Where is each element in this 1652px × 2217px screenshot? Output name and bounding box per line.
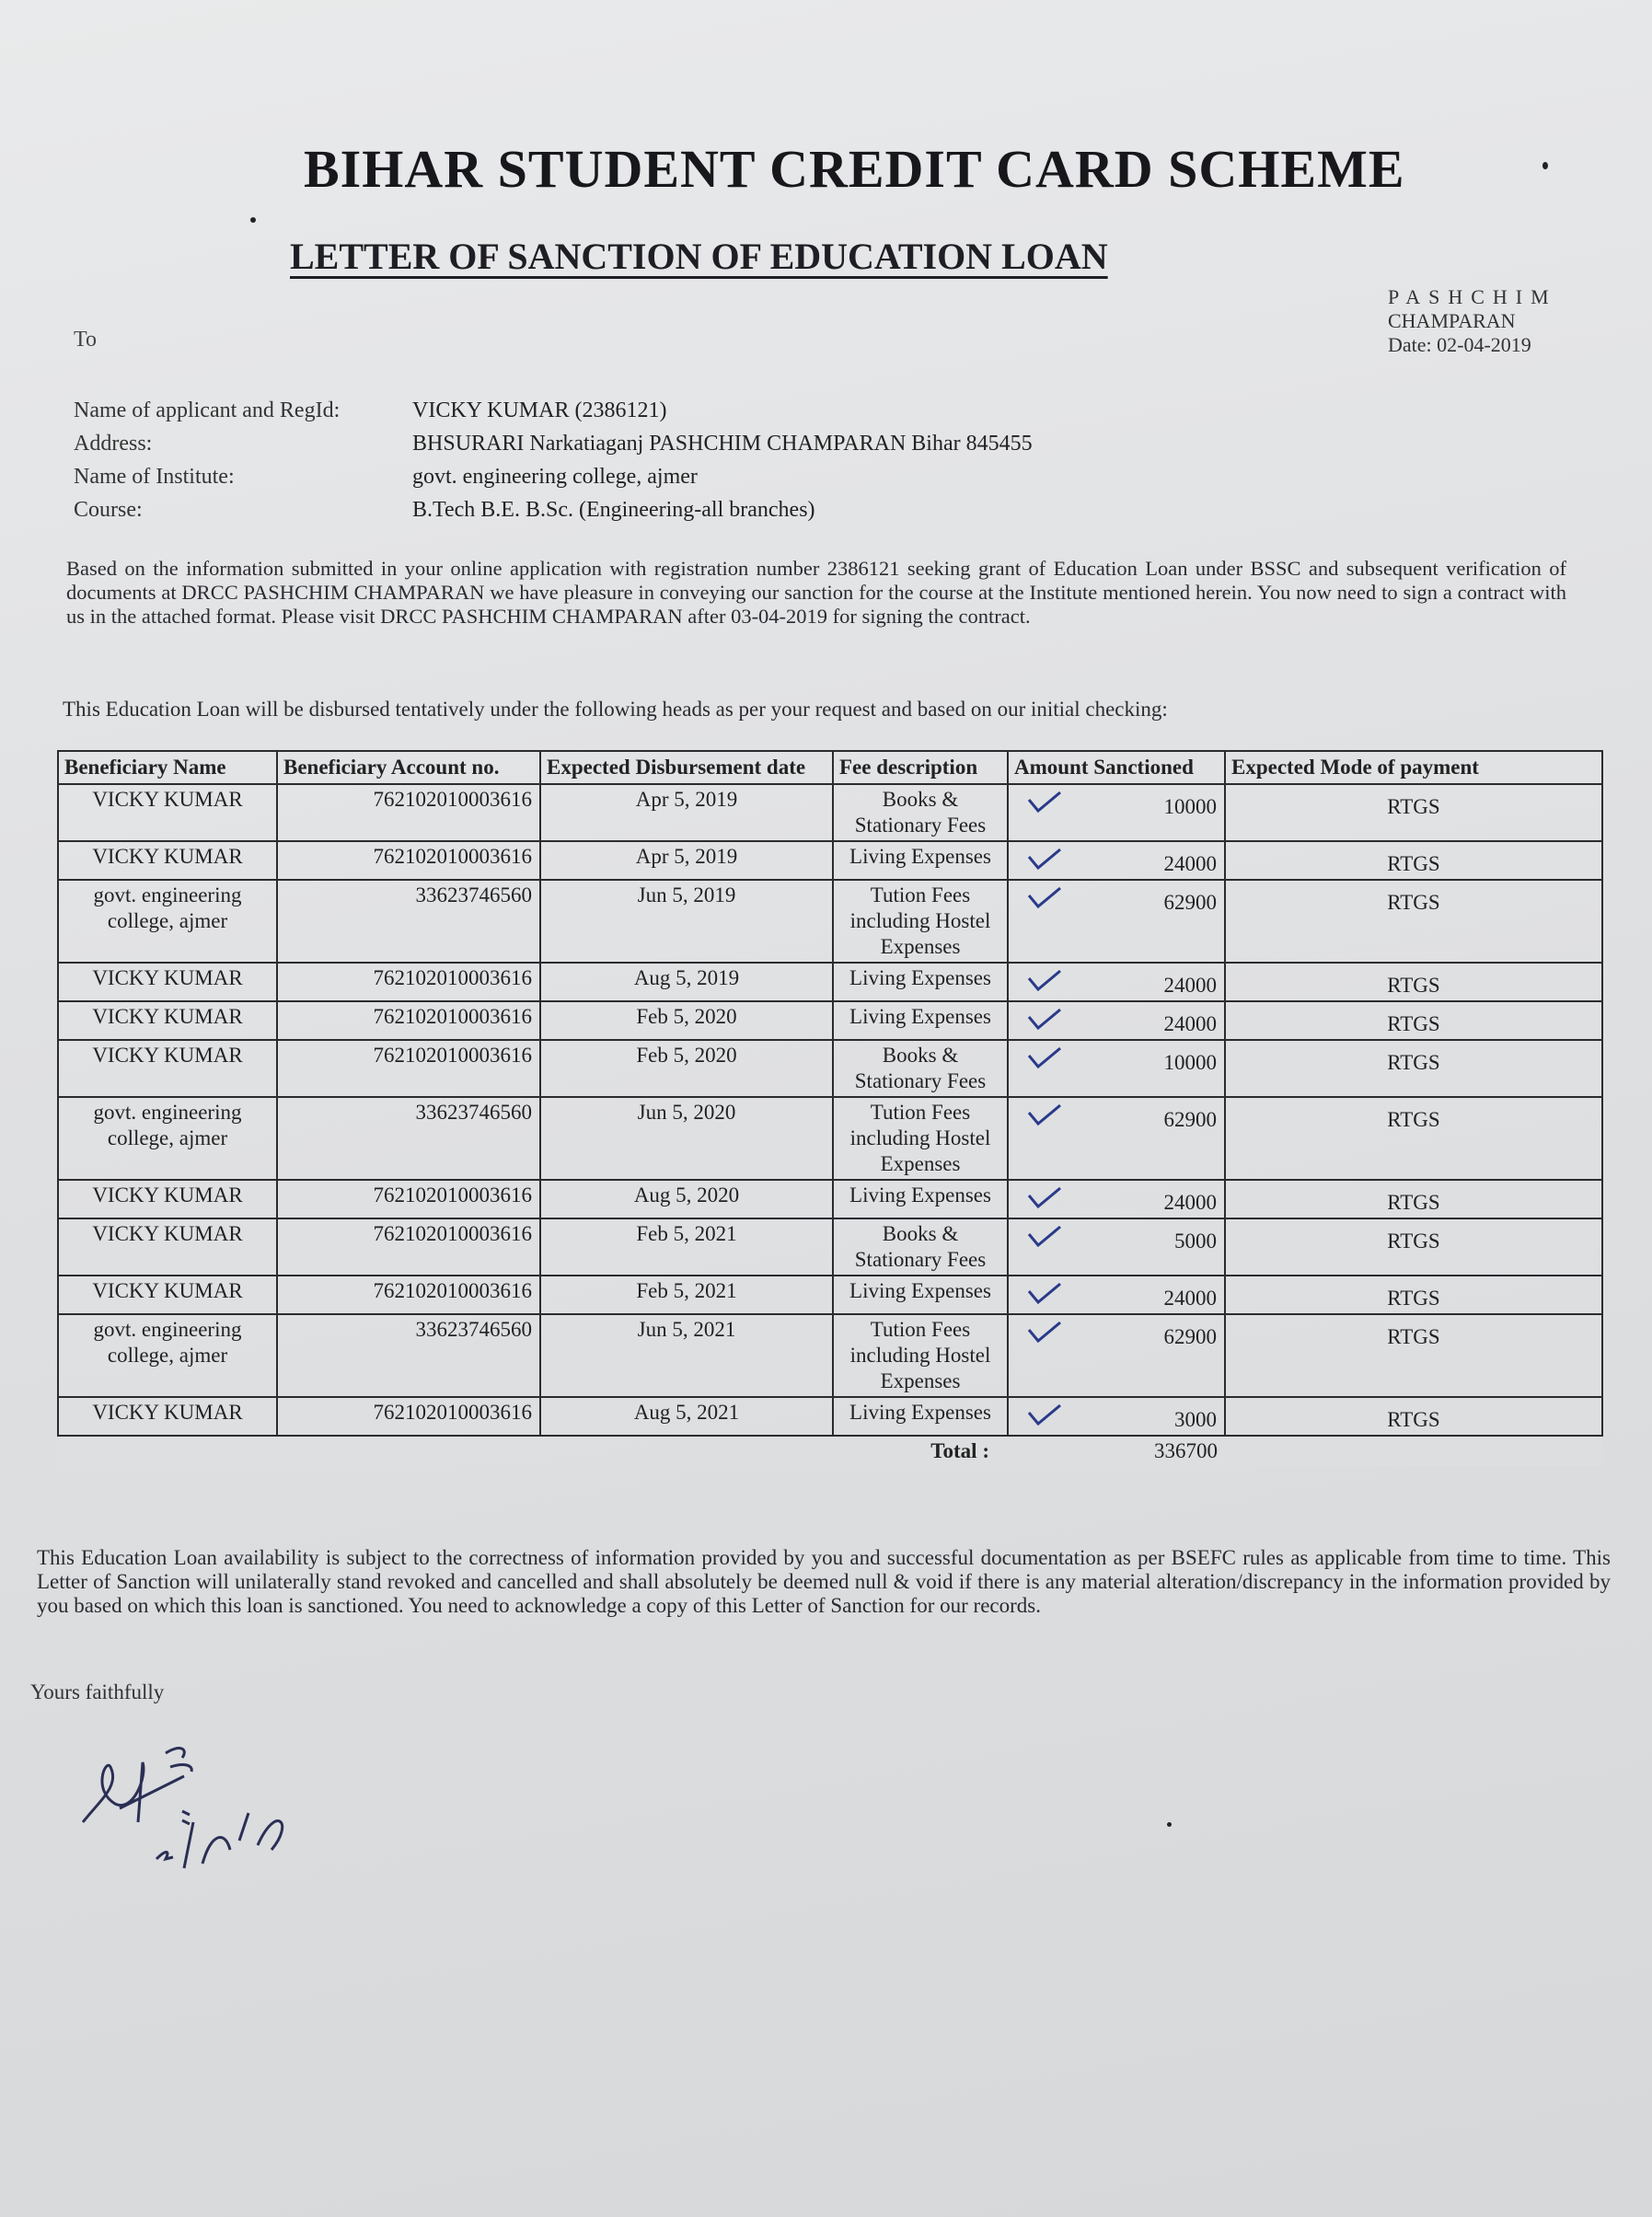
header-mode-of-payment: Expected Mode of payment [1225,751,1602,784]
letter-title: BIHAR STUDENT CREDIT CARD SCHEME [304,139,1405,199]
cell-beneficiary-name: VICKY KUMAR [58,1397,277,1436]
address-row [74,427,1362,460]
cell-beneficiary-name: govt. engineering college, ajmer [58,1097,277,1180]
total-row [58,1436,1602,1466]
address-label: Address: [74,432,153,456]
institute-value: govt. engineering college, ajmer [412,465,698,489]
cell-mode-of-payment [1225,1097,1602,1180]
cell-account-no: 762102010003616 [277,1276,540,1314]
cell-account-no: 762102010003616 [277,1040,540,1097]
cell-account-no: 33623746560 [277,1097,540,1180]
total-blank-cell [1225,1436,1602,1466]
cell-amount-sanctioned [1008,841,1225,880]
cell-mode-of-payment [1225,841,1602,880]
cell-amount-sanctioned [1008,784,1225,841]
cell-disbursement-date: Jun 5, 2021 [540,1314,833,1397]
disbursement-intro: This Education Loan will be disbursed tentatively under the following heads as per your request and based on our initial checking: [63,698,1168,721]
cell-fee-description: Living Expenses [833,1276,1008,1314]
handwritten-signature [64,1712,396,1896]
cell-amount-sanctioned [1008,1314,1225,1397]
cell-mode-of-payment [1225,880,1602,963]
check-mark-icon [1027,1321,1062,1343]
cell-mode-of-payment [1225,1218,1602,1276]
table-header-row [58,751,1602,784]
cell-fee-description: Books & Stationary Fees [833,1040,1008,1097]
amount-value: 62900 [1163,1325,1217,1348]
check-mark-icon [1027,1282,1062,1304]
table-row [58,1218,1602,1276]
cell-amount-sanctioned [1008,1180,1225,1218]
check-mark-icon [1027,1103,1062,1126]
letter-date: Date: 02-04-2019 [1388,333,1531,356]
cell-disbursement-date: Aug 5, 2021 [540,1397,833,1436]
cell-beneficiary-name: VICKY KUMAR [58,841,277,880]
cell-beneficiary-name: VICKY KUMAR [58,1180,277,1218]
cell-amount-sanctioned [1008,1397,1225,1436]
cell-account-no: 762102010003616 [277,841,540,880]
table-row [58,1040,1602,1097]
table-row [58,1397,1602,1436]
cell-fee-description: Living Expenses [833,841,1008,880]
cell-mode-of-payment [1225,1180,1602,1218]
cell-mode-of-payment [1225,1001,1602,1040]
cell-mode-of-payment [1225,1040,1602,1097]
table-row [58,841,1602,880]
paper-speck [250,217,256,223]
amount-value: 5000 [1174,1230,1217,1253]
cell-amount-sanctioned [1008,963,1225,1001]
table-row [58,1097,1602,1180]
mode-value: RTGS [1387,795,1440,818]
header-disbursement-date: Expected Disbursement date [540,751,833,784]
cell-fee-description: Tution Fees including Hostel Expenses [833,1314,1008,1397]
check-mark-icon [1027,791,1062,813]
mode-value: RTGS [1387,852,1440,875]
header-account-no: Beneficiary Account no. [277,751,540,784]
mode-value: RTGS [1387,1325,1440,1348]
cell-disbursement-date: Jun 5, 2020 [540,1097,833,1180]
cell-disbursement-date: Apr 5, 2019 [540,784,833,841]
paper-speck [1542,162,1548,169]
cell-disbursement-date: Aug 5, 2020 [540,1180,833,1218]
mode-value: RTGS [1387,974,1440,997]
cell-mode-of-payment [1225,1314,1602,1397]
letter-subtitle: LETTER OF SANCTION OF EDUCATION LOAN [290,236,1108,277]
course-value: B.Tech B.E. B.Sc. (Engineering-all branches) [412,498,815,522]
cell-amount-sanctioned [1008,880,1225,963]
cell-fee-description: Books & Stationary Fees [833,784,1008,841]
cell-mode-of-payment [1225,1397,1602,1436]
check-mark-icon [1027,1046,1062,1068]
cell-fee-description: Living Expenses [833,1001,1008,1040]
mode-value: RTGS [1387,1051,1440,1074]
cell-beneficiary-name: VICKY KUMAR [58,784,277,841]
applicant-details [74,394,1362,526]
cell-account-no: 762102010003616 [277,1218,540,1276]
cell-account-no: 762102010003616 [277,1001,540,1040]
cell-fee-description: Living Expenses [833,1180,1008,1218]
cell-account-no: 762102010003616 [277,784,540,841]
table-row [58,1276,1602,1314]
cell-fee-description: Tution Fees including Hostel Expenses [833,880,1008,963]
cell-mode-of-payment [1225,784,1602,841]
table-row [58,784,1602,841]
cell-amount-sanctioned [1008,1218,1225,1276]
district-line-1: PASHCHIM [1388,285,1557,308]
cell-disbursement-date: Feb 5, 2020 [540,1040,833,1097]
cell-fee-description: Living Expenses [833,1397,1008,1436]
amount-value: 24000 [1163,1012,1217,1035]
mode-value: RTGS [1387,1191,1440,1214]
table-row [58,880,1602,963]
cell-account-no: 762102010003616 [277,963,540,1001]
header-fee-description: Fee description [833,751,1008,784]
cell-mode-of-payment [1225,1276,1602,1314]
amount-value: 24000 [1163,974,1217,997]
header-amount-sanctioned: Amount Sanctioned [1008,751,1225,784]
disbursement-table [57,750,1603,1466]
amount-value: 62900 [1163,1108,1217,1131]
mode-value: RTGS [1387,1230,1440,1253]
cell-amount-sanctioned [1008,1276,1225,1314]
cell-beneficiary-name: VICKY KUMAR [58,1040,277,1097]
applicant-name-row [74,394,1362,427]
check-mark-icon [1027,1186,1062,1208]
cell-mode-of-payment [1225,963,1602,1001]
cell-beneficiary-name: govt. engineering college, ajmer [58,880,277,963]
total-label: Total : [930,1439,989,1462]
total-value: 336700 [1154,1439,1218,1462]
cell-beneficiary-name: VICKY KUMAR [58,1218,277,1276]
mode-value: RTGS [1387,1108,1440,1131]
cell-amount-sanctioned [1008,1097,1225,1180]
cell-beneficiary-name: govt. engineering college, ajmer [58,1314,277,1397]
cell-fee-description: Living Expenses [833,963,1008,1001]
mode-value: RTGS [1387,1287,1440,1310]
cell-account-no: 33623746560 [277,1314,540,1397]
applicant-name-value: VICKY KUMAR (2386121) [412,398,667,422]
header-beneficiary-name: Beneficiary Name [58,751,277,784]
amount-value: 62900 [1163,891,1217,914]
cell-disbursement-date: Feb 5, 2021 [540,1218,833,1276]
cell-disbursement-date: Jun 5, 2019 [540,880,833,963]
table-row [58,1314,1602,1397]
cell-account-no: 762102010003616 [277,1397,540,1436]
terms-paragraph: This Education Loan availability is subject to the correctness of information provided by you and successful documentation as per BSEFC rules as applicable from time to time. This Letter of Sanction will unilaterally stand revoked and cancelled and shall absolutely be deemed null & void if there is any material alteration/discrepancy in the information provided by you based on which this loan is sanctioned. You need to acknowledge a copy of this Letter of Sanction for our records. [37,1546,1611,1617]
paper-speck [1167,1822,1172,1827]
mode-value: RTGS [1387,1408,1440,1431]
course-label: Course: [74,498,143,522]
course-row [74,493,1362,526]
table-row [58,1180,1602,1218]
mode-value: RTGS [1387,1012,1440,1035]
cell-disbursement-date: Aug 5, 2019 [540,963,833,1001]
amount-value: 24000 [1163,1191,1217,1214]
check-mark-icon [1027,1008,1062,1030]
district-date-block [1388,285,1636,357]
address-value: BHSURARI Narkatiaganj PASHCHIM CHAMPARAN Bihar 845455 [412,432,1033,456]
check-mark-icon [1027,1403,1062,1426]
cell-account-no: 33623746560 [277,880,540,963]
cell-disbursement-date: Feb 5, 2020 [540,1001,833,1040]
cell-amount-sanctioned [1008,1040,1225,1097]
table-row [58,1001,1602,1040]
applicant-name-label: Name of applicant and RegId: [74,398,341,422]
institute-row [74,460,1362,493]
cell-disbursement-date: Apr 5, 2019 [540,841,833,880]
amount-value: 10000 [1163,1051,1217,1074]
amount-value: 10000 [1163,795,1217,818]
table-row [58,963,1602,1001]
cell-account-no: 762102010003616 [277,1180,540,1218]
mode-value: RTGS [1387,891,1440,914]
cell-beneficiary-name: VICKY KUMAR [58,1001,277,1040]
check-mark-icon [1027,1225,1062,1247]
amount-value: 3000 [1174,1408,1217,1431]
cell-disbursement-date: Feb 5, 2021 [540,1276,833,1314]
cell-amount-sanctioned [1008,1001,1225,1040]
cell-beneficiary-name: VICKY KUMAR [58,963,277,1001]
amount-value: 24000 [1163,1287,1217,1310]
check-mark-icon [1027,886,1062,908]
check-mark-icon [1027,969,1062,991]
cell-beneficiary-name: VICKY KUMAR [58,1276,277,1314]
cell-fee-description: Books & Stationary Fees [833,1218,1008,1276]
cell-fee-description: Tution Fees including Hostel Expenses [833,1097,1008,1180]
district-line-2: CHAMPARAN [1388,309,1516,332]
institute-label: Name of Institute: [74,465,235,489]
closing-text: Yours faithfully [30,1680,165,1703]
sanction-paragraph: Based on the information submitted in your online application with registration number 2386121 seeking grant of Education Loan under BSSC and subsequent verification of documents at DRCC PASHCHIM CHAMPARAN we have pleasure in conveying our sanction for the course at the Institute mentioned herein. You now need to sign a contract with us in the attached format. Please visit DRCC PASHCHIM CHAMPARAN after 03-04-2019 for signing the contract. [66,557,1566,628]
check-mark-icon [1027,848,1062,870]
amount-value: 24000 [1163,852,1217,875]
to-label: To [74,328,97,352]
